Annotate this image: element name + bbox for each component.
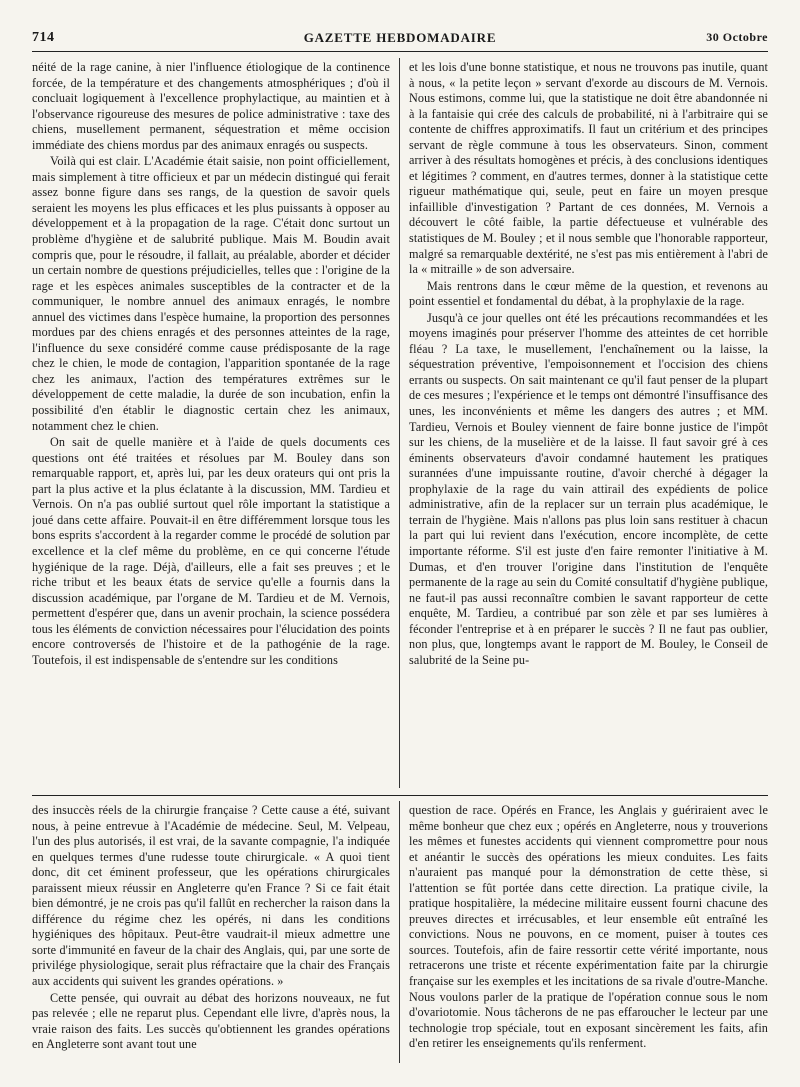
bottom-right-column — [409, 803, 768, 1063]
top-left-column — [32, 60, 390, 788]
section-rule — [32, 795, 768, 796]
column-divider — [399, 58, 400, 788]
header-rule — [32, 51, 768, 52]
paragraph: Cette pensée, qui ouvrait au débat des horizons nouveaux, ne fut pas relevée ; elle ne reparut plus. Cependant elle livre, d'après nous, la vraie raison des faits. Les succès qu'obtiennent les grandes opérations en Angleterre sont avant tout une — [32, 990, 390, 1052]
paragraph: On sait de quelle manière et à l'aide de quels documents ces questions ont été traitées et résolues par M. Bouley dans son remarquable rapport, et, après lui, par les deux orateurs qui ont pris la part la plus active et la plus éclatante à la discussion, MM. Tardieu et Vernois. On n'a pas oublié surtout quel rôle important la statistique a joué dans cette affaire. Pouvait-il en être différemment lorsque tous les bons esprits s'accordent à la regarder comme le procédé de solution par excellence et la clef même du problème, en ce qui concerne l'étude hygiénique de la rage. Déjà, d'ailleurs, elle a fait ses preuves ; et le riche tribut et les beaux états de service qu'elle a fournis dans la discussion académique, par l'organe de M. Tardieu et de M. Vernois, permettent d'espérer que, dans un avenir prochain, la science possédera tous les éléments de conviction nécessaires pour l'élucidation des points encore controversés de l'histoire et de la pathogénie de la rage. Toutefois, il est indispensable de s'entendre sur les conditions — [32, 435, 390, 667]
issue-date: 30 Octobre — [706, 30, 768, 44]
paragraph: néité de la rage canine, à nier l'influence étiologique de la continence forcée, de la température et des changements atmosphériques ; d'où il concluait logiquement à l'excellence prophylactique, au maintien et à l'observance rigoureuse des mesures de police administrative : taxe des chiens, musellement permanent, séquestration et même occision immédiate des chiens mordus par des animaux enragés ou suspects. — [32, 60, 390, 152]
paragraph: des insuccès réels de la chirurgie française ? Cette cause a été, suivant nous, à peine entrevue à l'Académie de médecine. Seul, M. Velpeau, l'un des plus autorisés, il est vrai, de la savante compagnie, l'a indiquée en quelques termes d'une rudesse toute chirurgicale. « A quoi tient donc, dit cet éminent professeur, que les opérations chirurgicales paraissent mieux réussir en Angleterre qu'en France ? Si ce fait était bien démontré, je ne crois pas qu'il fallût en rechercher la raison dans la différence du régime chez les opérés, ni dans les conditions hygiéniques des hôpitaux. Peut-être vaudrait-il mieux admettre une sorte d'immunité en faveur de la chair des Anglais, qui, par une sorte de privilége physiologique, serait plus réfractaire que la chair des Français aux accidents qui suivent les grandes opérations. » — [32, 803, 390, 989]
paragraph: Voilà qui est clair. L'Académie était saisie, non point officiellement, mais simplement à titre officieux et par un médecin distingué qui ferait assez bonne figure dans ses rangs, de la question de savoir quels seraient les moyens les plus efficaces et les plus puissants à opposer au développement et à la propagation de la rage. C'était donc surtout un problème d'hygiène et de salubrité publique. Mais M. Boudin avait compris que, pour le résoudre, il fallait, au préalable, aborder et décider un certain nombre de questions préjudicielles, telles que : l'origine de la rage et les espèces animales susceptibles de la contracter et de la communiquer, le nombre annuel des animaux enragés, le nombre annuel des victimes dans l'espèce humaine, la proportion des personnes mordues par des chiens enragés et des personnes atteintes de la rage, l'influence du sexe considéré comme cause prédisposante de la rage chez le chien, le mode de contagion, l'apparition spontanée de la rage chez les animaux, l'action des températures extrêmes sur le développement de cette maladie, la durée de son incubation, enfin la possibilité d'en établir le diagnostic certain chez les animaux, notamment chez le chien. — [32, 154, 390, 433]
page-header — [32, 30, 768, 48]
paragraph: Jusqu'à ce jour quelles ont été les précautions recommandées et les moyens imaginés pour préserver l'homme des atteintes de cet horrible fléau ? La taxe, le musellement, l'enchaînement ou la laisse, la séquestration préventive, l'empoisonnement et l'occision des chiens errants ou suspects. On sait maintenant ce qu'il faut penser de la plupart de ces mesures ; l'expérience et le temps ont démontré l'insuffisance des unes, les inconvénients et même les dangers des autres ; et MM. Tardieu, Vernois et Bouley viennent de faire bonne justice de l'impôt sur les chiens, de la muselière et de la laisse. Il faut savoir gré à ces éminents observateurs d'avoir condamné hautement les pratiques surannées d'une impuissante routine, d'avoir cherché à dégager la prophylaxie de la rage du vain attirail des expédients de police administrative, afin de la replacer sur un terrain plus académique, le terrain de l'hygiène. Mais n'allons pas plus loin sans restituer à chacun la part qui lui revient dans l'exécution, encore incomplète, de cette importante réforme. S'il est juste d'en faire remonter l'initiative à M. Dumas, et d'en trouver l'origine dans l'institution de l'enquête permanente de la rage au sein du Comité consultatif d'hygiène publique, ne faut-il pas aussi reconnaître combien le savant rapporteur de cette enquête, M. Tardieu, a contribué par son zèle et par ses lumières à féconder l'entreprise et à en préparer le succès ? Il ne faut pas oublier, non plus, que, longtemps avant le rapport de M. Bouley, le Conseil de salubrité de la Seine pu- — [409, 310, 768, 667]
top-right-column — [409, 60, 768, 788]
journal-title: GAZETTE HEBDOMADAIRE — [303, 30, 497, 45]
page-number: 714 — [32, 30, 55, 45]
bottom-left-column — [32, 803, 390, 1063]
paragraph: question de race. Opérés en France, les Anglais y guériraient avec le même bonheur que chez eux ; opérés en Angleterre, nous y trouverions les mêmes et funestes accidents qui viennent compromettre pour nous et anéantir le succès des opérations les mieux conduites. Les faits n'auraient pas manqué pour la démonstration de cette thèse, si l'attention se fût portée dans cette direction. La pratique civile, la pratique hospitalière, la médecine militaire eussent fourni chacune des preuves directes et irrécusables, et leur ensemble eût entraîné les convictions. Nous ne pouvons, en ce moment, puiser à toutes ces sources. Toutefois, afin de faire ressortir cette vérité importante, nous retracerons une triste et récente expérimentation faite par la chirurgie française sur les exemples et les incitations de sa rivale d'outre-Manche. Nous voulons parler de la pratique de l'opération connue sous le nom d'ovariotomie. Nous tâcherons de ne pas effaroucher le lecteur par une technologie trop spéciale, tout en exposant sincèrement les faits, afin d'en retirer les enseignements qu'ils renferment. — [409, 803, 768, 1051]
paragraph: et les lois d'une bonne statistique, et nous ne trouvons pas inutile, quant à nous, « la petite leçon » servant d'exorde au discours de M. Vernois. Nous estimons, comme lui, que la statistique ne doit être abandonnée ni à la fantaisie qui crée des calculs de probabilité, ni à l'arbitraire qui se contente de chiffres approximatifs. Il faut un critérium et des principes servant de règle commune à tous les observateurs. Sinon, comment arriver à des résultats homogènes et précis, à des conclusions identiques et légitimes ? comment, en d'autres termes, donner à la statistique cette rigueur mathématique qui, seule, peut en faire un moyen presque infaillible d'investigation ? Partant de ces données, M. Vernois a découvert le côté faible, la partie défectueuse et vulnérable des statistiques de M. Bouley ; et il nous semble que l'honorable rapporteur, malgré sa remarquable dextérité, ne s'est pas mis entièrement à l'abri de la « mitraille » de son adversaire. — [409, 60, 768, 277]
paragraph: Mais rentrons dans le cœur même de la question, et revenons au point essentiel et fondamental du débat, à la prophylaxie de la rage. — [409, 278, 768, 309]
column-divider — [399, 801, 400, 1063]
